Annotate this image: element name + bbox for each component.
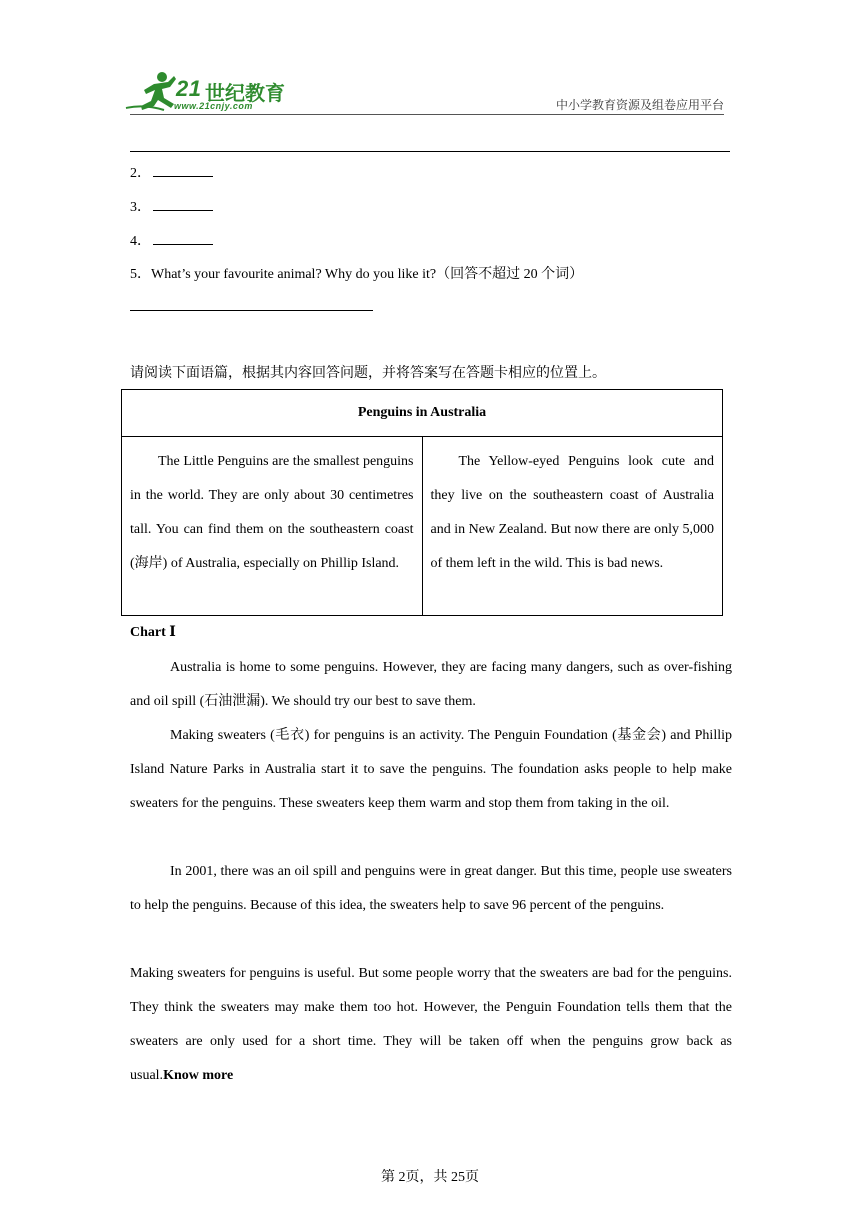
table-cell-little-penguins: The Little Penguins are the smallest penguins in the world. They are only about 30 centimetres tall. You can find them on the southeastern coast (海岸) of Australia, especially on Phillip Island.: [122, 437, 423, 616]
question-number: 2．: [130, 166, 151, 181]
answer-blank[interactable]: [153, 164, 213, 177]
table-cell-yellow-eyed-penguins: The Yellow-eyed Penguins look cute and they live on the southeastern coast of Australia and in New Zealand. But now there are only 5,000 of them left in the wild. This is bad news.: [422, 437, 723, 616]
logo-number: 21: [176, 76, 202, 101]
paragraph-4: [130, 957, 732, 1093]
paragraph-4-text: Making sweaters for penguins is useful. But some people worry that the sweaters are bad for the penguins. They think the sweaters may make them too hot. However, the Penguin Foundation tells them that the sweaters are only used for a short time. They will be taken off when the penguins grow back as usual.: [130, 966, 732, 1083]
question-number: 5．: [130, 267, 151, 282]
answer-line-5[interactable]: [130, 310, 373, 311]
paragraph-1: Australia is home to some penguins. However, they are facing many dangers, such as over-fishing and oil spill (石油泄漏). We should try our best to save them.: [130, 660, 732, 709]
answer-line-1: [130, 151, 730, 152]
answer-blank[interactable]: [153, 232, 213, 245]
chart-label: Chart Ⅰ: [130, 625, 176, 640]
penguins-table: [121, 389, 723, 616]
logo-text: 世纪教育: [205, 81, 285, 105]
logo-url: www.21cnjy.com: [174, 101, 253, 111]
question-number: 3．: [130, 200, 151, 215]
instruction: 请阅读下面语篇，根据其内容回答问题，并将答案写在答题卡相应的位置上。: [130, 366, 606, 381]
know-more-link: Know more: [163, 1068, 234, 1083]
question-5: [130, 263, 583, 283]
question-text: What’s your favourite animal? Why do you like it?（回答不超过 20 个词）: [151, 267, 584, 282]
paragraph-2: Making sweaters (毛衣) for penguins is an activity. The Penguin Foundation (基金会) and Phillip Island Nature Parks in Australia start it to save the penguins. The foundation asks people to help make sweaters for the penguins. These sweaters keep them warm and stop them from taking in the oil.: [130, 728, 732, 811]
question-4: [130, 230, 213, 250]
platform-name: 中小学教育资源及组卷应用平台: [555, 98, 724, 112]
header-divider: [130, 114, 724, 115]
question-3: [130, 196, 213, 216]
question-number: 4．: [130, 234, 151, 249]
paragraph-3: In 2001, there was an oil spill and penguins were in great danger. But this time, people use sweaters to help the penguins. Because of this idea, the sweaters help to save 96 percent of the penguins.: [130, 864, 732, 913]
question-2: [130, 162, 213, 182]
page-footer: 第 2页，共 25页: [381, 1170, 479, 1185]
answer-blank[interactable]: [153, 198, 213, 211]
table-title: Penguins in Australia: [122, 390, 723, 437]
